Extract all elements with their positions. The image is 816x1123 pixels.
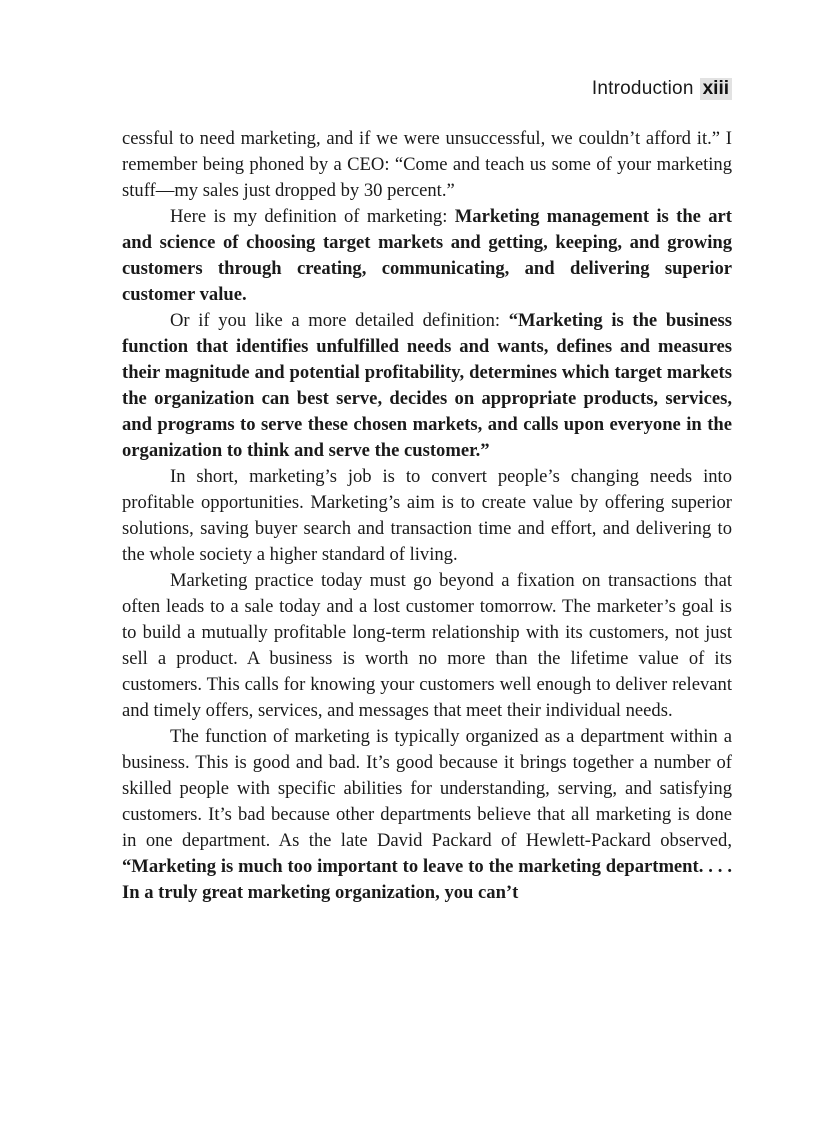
paragraph-text: Or if you like a more detailed definition: (170, 310, 509, 331)
paragraph (122, 204, 732, 308)
paragraph (122, 308, 732, 464)
paragraph-text: The function of marketing is typically organized as a department within a business. This is good and bad. It’s good because it brings together a number of skilled people with specific abilities for understanding, serving, and satisfying customers. It’s bad because other departments believe that all marketing is done in one department. As the late David Packard of Hewlett-Packard observed, (122, 726, 732, 851)
quote-bold: “Marketing is much too important to leave to the marketing department. . . . In a truly great marketing organization, you can’t (122, 856, 732, 903)
page-number: xiii (700, 78, 732, 100)
paragraph (122, 464, 732, 568)
definition-bold: “Marketing is the business function that identifies unfulfilled needs and wants, defines and measures their magnitude and potential profitability, determines which target markets the organization can best serve, decides on appropriate products, services, and programs to serve these chosen markets, and calls upon everyone in the organization to think and serve the customer.” (122, 310, 732, 461)
paragraph-text: Marketing practice today must go beyond a fixation on transactions that often leads to a sale today and a lost customer tomorrow. The marketer’s goal is to build a mutually profitable long-term relationship with its customers, not just sell a product. A business is worth no more than the lifetime value of its customers. This calls for knowing your customers well enough to deliver relevant and timely offers, services, and messages that meet their individual needs. (122, 570, 732, 721)
paragraph-text: In short, marketing’s job is to convert people’s changing needs into profitable opportunities. Marketing’s aim is to create value by offering superior solutions, saving buyer search and transaction time and effort, and delivering to the whole society a higher standard of living. (122, 466, 732, 565)
paragraph (122, 126, 732, 204)
paragraph-text: cessful to need marketing, and if we were unsuccessful, we couldn’t afford it.” I remember being phoned by a CEO: “Come and teach us some of your marketing stuff—my sales just dropped by 30 percent.” (122, 128, 732, 201)
definition-bold: Marketing management is the art and science of choosing target markets and getting, keeping, and growing customers through creating, communicating, and delivering superior customer value. (122, 206, 732, 305)
body-text (122, 126, 732, 906)
paragraph (122, 568, 732, 724)
paragraph (122, 724, 732, 906)
running-header (592, 78, 732, 100)
paragraph-text: Here is my definition of marketing: (170, 206, 455, 227)
running-title: Introduction (591, 78, 694, 99)
